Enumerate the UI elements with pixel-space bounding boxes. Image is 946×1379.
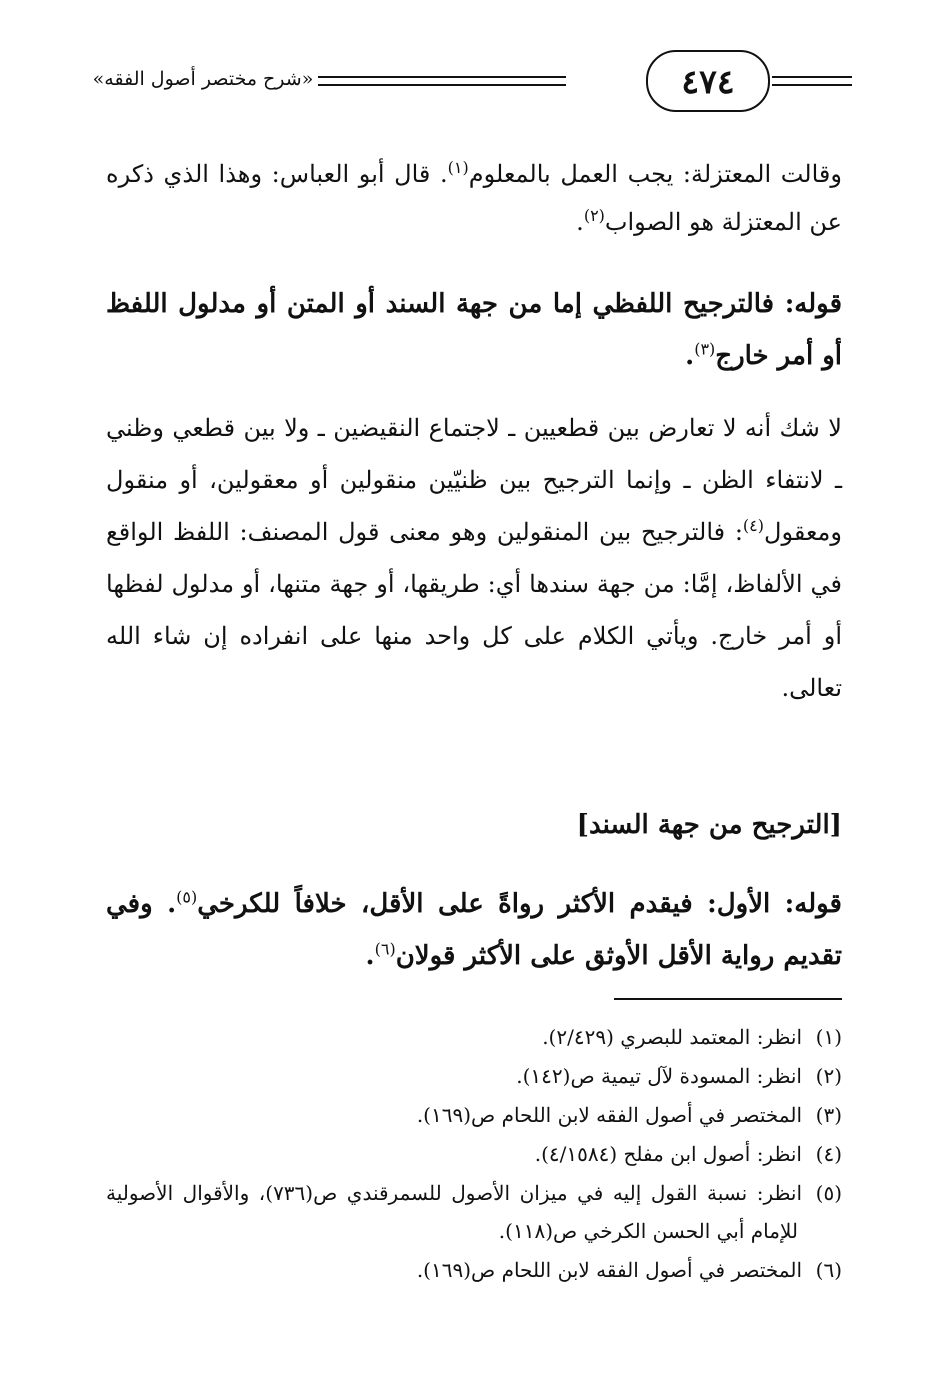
footnote-item	[106, 1018, 842, 1056]
page-number: ٤٧٤	[646, 50, 770, 112]
footnote-text: المختصر في أصول الفقه لابن اللحام ص(١٦٩).	[416, 1103, 802, 1127]
footnote-text: المختصر في أصول الفقه لابن اللحام ص(١٦٩).	[416, 1258, 802, 1282]
text-span: . قال أبو العباس: وهذا الذي ذكره عن المعتزلة هو الصواب	[106, 160, 842, 236]
footnote-number: (٣)	[815, 1103, 842, 1127]
footnote-number: (٤)	[815, 1142, 842, 1166]
footnote-ref[interactable]: (٣)	[694, 339, 716, 359]
paragraph-commentary	[106, 402, 842, 714]
footnote-text: انظر: نسبة القول إليه في ميزان الأصول للسمرقندي ص(٧٣٦)، والأقوال الأصولية للإمام أبي الحسن الكرخي ص(١١٨).	[106, 1181, 803, 1243]
footnote-item	[106, 1251, 842, 1289]
footnote-number: (٥)	[815, 1181, 843, 1205]
section-heading: [الترجيح من جهة السند]	[576, 810, 842, 840]
quote-lead: قوله:	[770, 889, 842, 919]
footnote-number: (٢)	[815, 1064, 842, 1088]
text-span: .	[576, 208, 584, 236]
footnote-ref[interactable]: (٢)	[583, 206, 605, 225]
quoted-matn-1	[106, 278, 842, 382]
text-span: لا شك أنه لا تعارض بين قطعيين ـ لاجتماع النقيضين ـ ولا بين قطعي وظني ـ لانتفاء الظن ـ وإنما الترجيح بين ظنيّين منقولين أو معقولين، أو منقول ومعقول	[106, 414, 842, 546]
footnote-text: انظر: أصول ابن مفلح (٤/١٥٨٤).	[534, 1142, 802, 1166]
footnote-item	[106, 1057, 842, 1095]
text-span: .	[685, 341, 695, 371]
footnote-text: انظر: المعتمد للبصري (٢/٤٢٩).	[542, 1025, 802, 1049]
footnote-item	[106, 1174, 842, 1250]
text-span: فالترجيح اللفظي إما من جهة السند أو المتن أو مدلول اللفظ أو أمر خارج	[106, 289, 842, 371]
footnote-ref[interactable]: (١)	[447, 158, 469, 177]
quote-lead: قوله:	[774, 289, 843, 319]
footnote-item	[106, 1096, 842, 1134]
footnote-ref[interactable]: (٦)	[374, 939, 396, 959]
text-span: .	[365, 941, 375, 971]
footnote-text: انظر: المسودة لآل تيمية ص(١٤٢).	[516, 1064, 802, 1088]
header-rule	[772, 76, 852, 78]
footnote-separator	[614, 998, 842, 1000]
text-span: : فالترجيح بين المنقولين وهو معنى قول المصنف: اللفظ الواقع في الألفاظ، إمَّا: من جهة سندها أي: طريقها، أو جهة متنها، أو مدلول لفظها أو أمر خارج. ويأتي الكلام على كل واحد منها على انفراده إن شاء الله تعالى.	[106, 518, 842, 702]
header-rule	[772, 84, 852, 86]
text-span: . وفي تقديم رواية الأقل الأوثق على الأكثر قولان	[106, 889, 842, 971]
footnote-number: (١)	[815, 1025, 842, 1049]
text-span: الأول: فيقدم الأكثر رواةً على الأقل، خلافاً للكرخي	[197, 889, 771, 919]
paragraph-mutazila	[106, 150, 842, 246]
footnotes-list	[106, 1018, 842, 1290]
text-span: وقالت المعتزلة: يجب العمل بالمعلوم	[468, 160, 842, 188]
page-header	[88, 48, 852, 118]
footnote-ref[interactable]: (٥)	[176, 887, 198, 907]
footnote-number: (٦)	[815, 1258, 842, 1282]
footnote-item	[106, 1135, 842, 1173]
running-title: «شرح مختصر أصول الفقه»	[88, 68, 318, 90]
footnote-ref[interactable]: (٤)	[742, 516, 764, 535]
quoted-matn-2	[106, 878, 842, 982]
